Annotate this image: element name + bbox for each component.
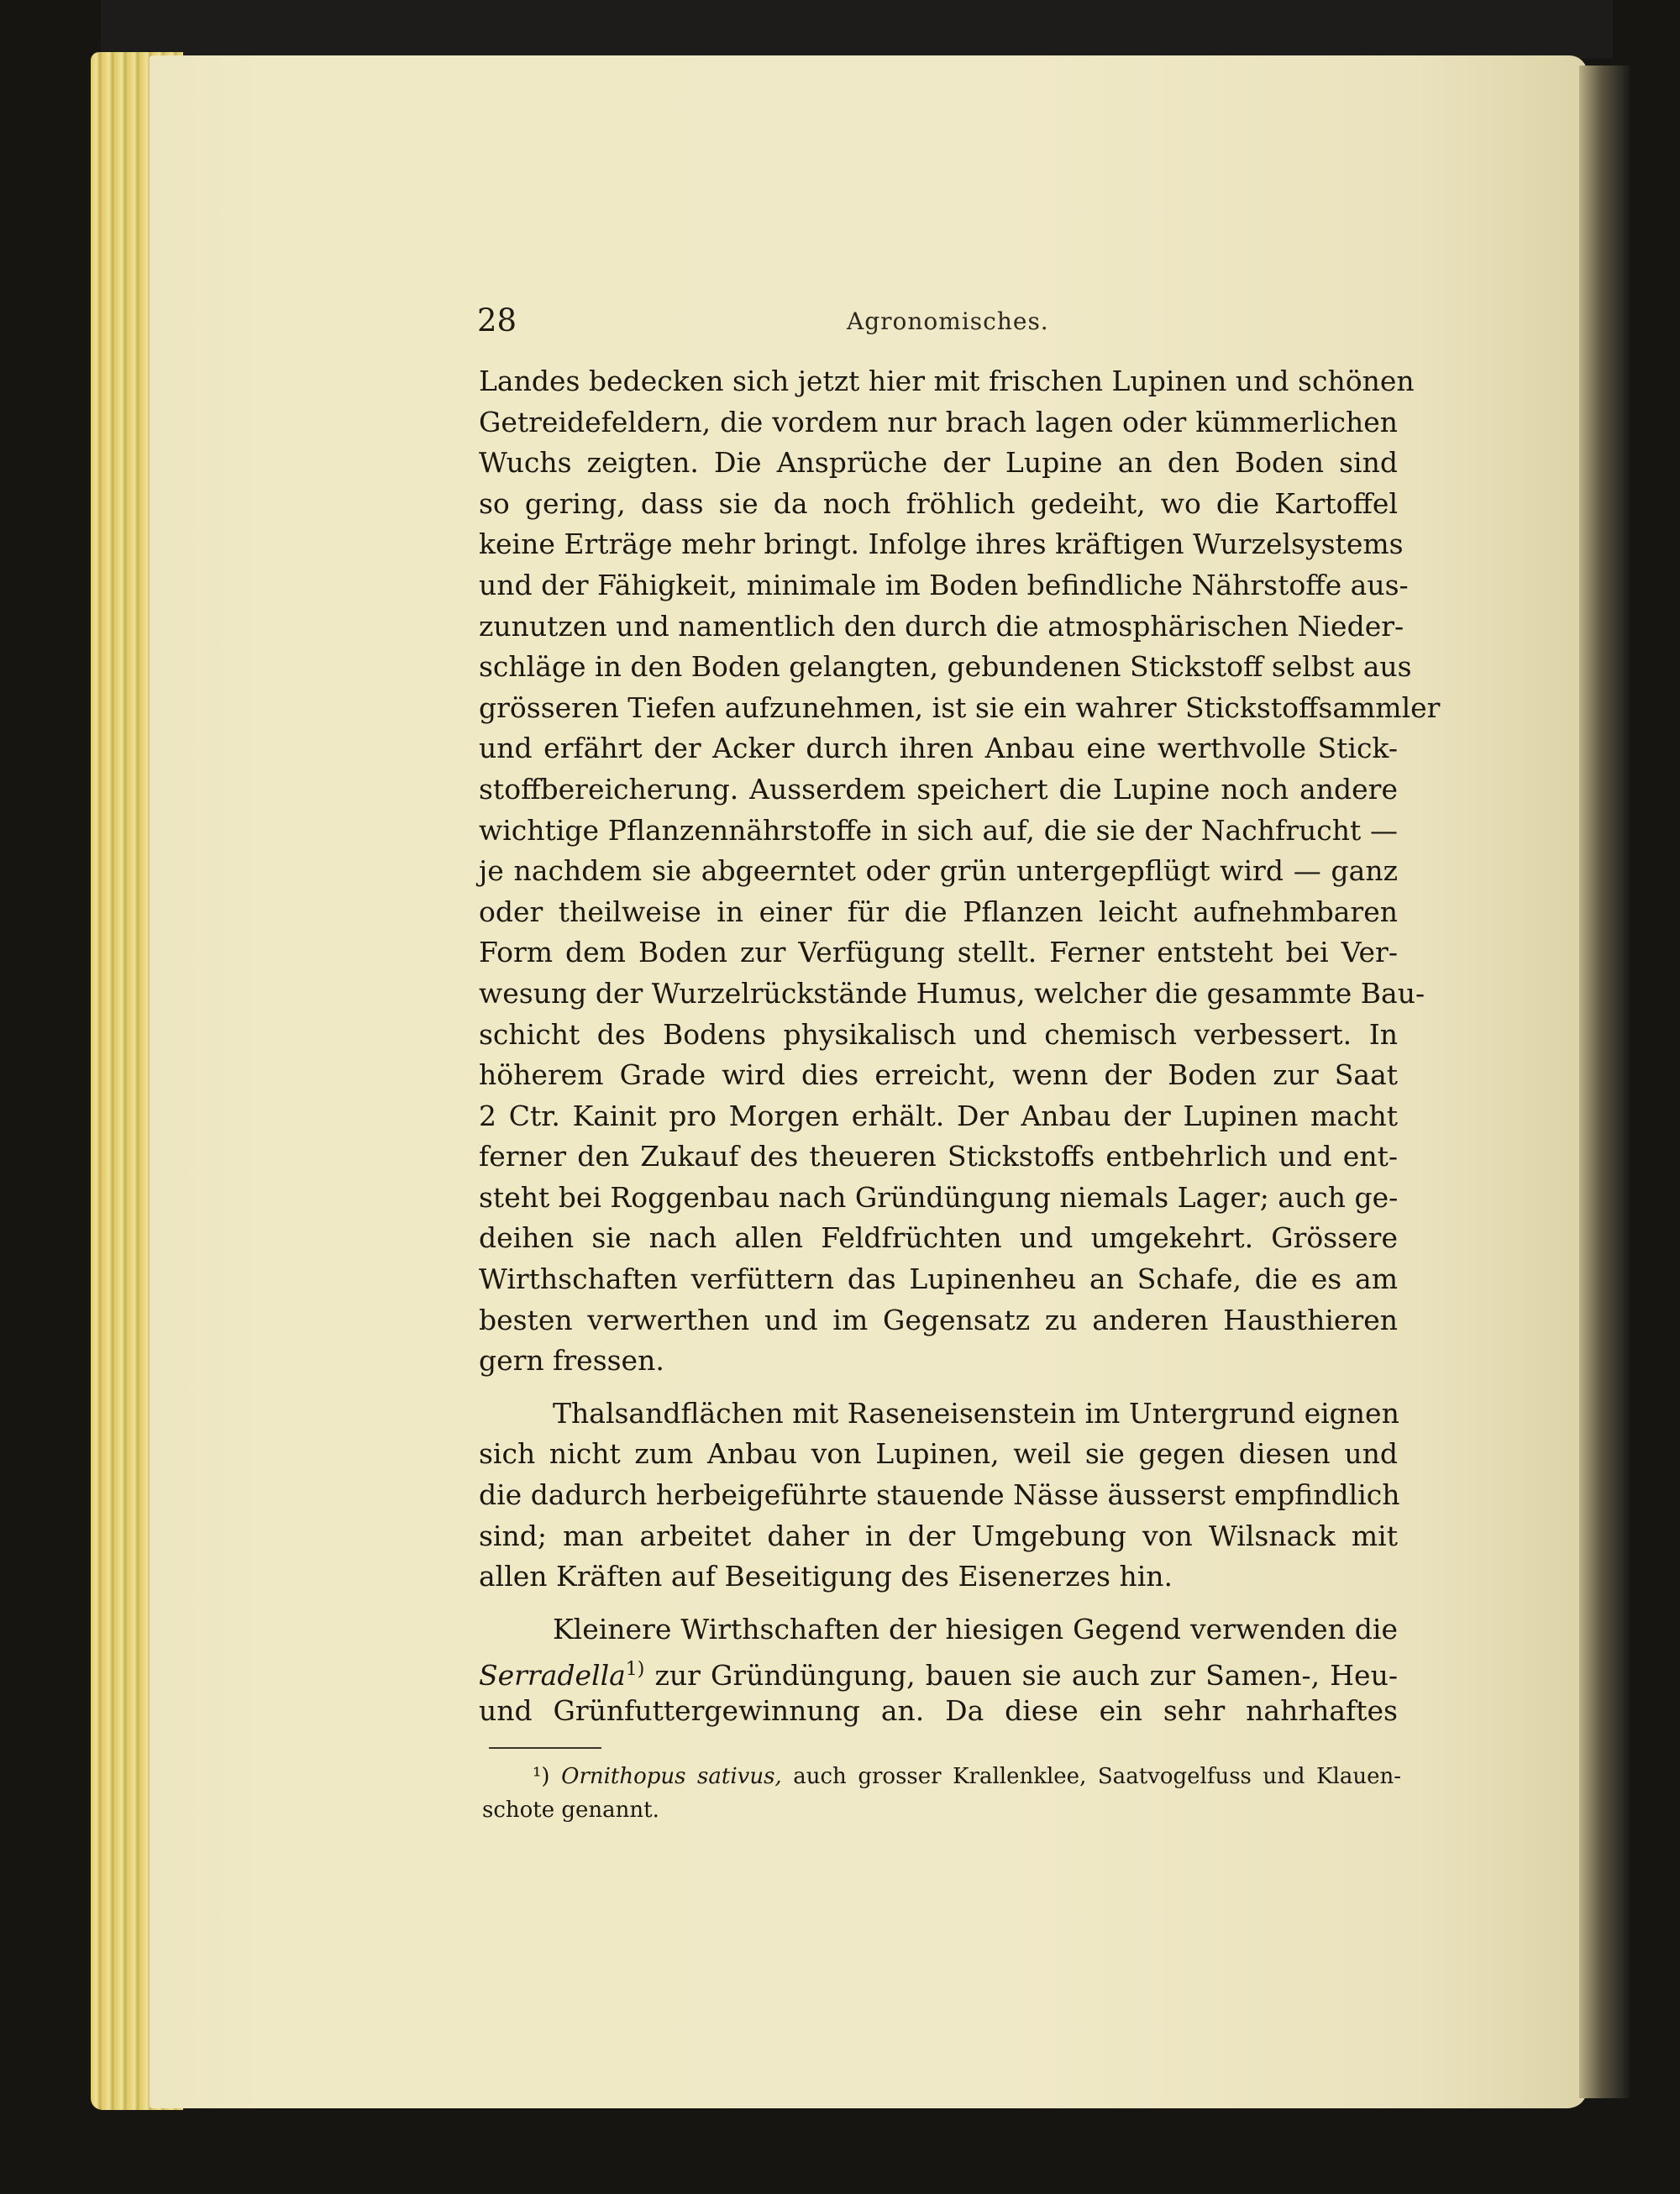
text-line: keine Erträge mehr bringt. Infolge ihres kräftigen Wurzelsystems [479,528,1404,561]
text-line: stoffbereicherung. Ausserdem speichert die Lupine noch andere [479,772,1398,806]
text-line: 2 Ctr. Kainit pro Morgen erhält. Der Anbau der Lupinen macht [479,1099,1398,1132]
text-line: besten verwerthen und im Gegensatz zu anderen Hausthieren [479,1303,1398,1336]
text-line: und Grünfuttergewinnung an. Da diese ein sehr nahrhaftes [479,1694,1398,1727]
text-line: oder theilweise in einer für die Pflanzen leicht aufnehmbaren [479,895,1398,928]
text-line: wesung der Wurzelrückstände Humus, welcher die gesammte Bau- [479,976,1425,1010]
text-line: zunutzen und namentlich den durch die atmosphärischen Nieder- [479,609,1404,643]
paragraph-1 [479,361,1441,1382]
footnote-mark: ¹) [533,1764,550,1789]
text-line: Form dem Boden zur Verfügung stellt. Ferner entsteht bei Ver- [479,936,1398,969]
text-line: Getreidefeldern, die vordem nur brach lagen oder kümmerlichen [479,405,1398,438]
paragraph-2 [479,1394,1398,1598]
page-gutter-shadow [1579,66,1630,2098]
book-cover-top [101,0,1613,59]
text-line: die dadurch herbeigeführte stauende Nässe äusserst empfindlich [479,1478,1400,1512]
text-line: sich nicht zum Anbau von Lupinen, weil sie gegen diesen und [479,1437,1398,1471]
text-line: wichtige Pflanzennährstoffe in sich auf, die sie der Nachfrucht — [479,813,1398,847]
text-line: schicht des Bodens physikalisch und chemisch verbessert. In [479,1017,1398,1051]
text-line: deihen sie nach allen Feldfrüchten und umgekehrt. Grössere [479,1221,1398,1255]
footnote-species: Ornithopus sativus, [561,1764,782,1789]
text-line: schläge in den Boden gelangten, gebundenen Stickstoff selbst aus [479,650,1412,684]
text-line: Serradella$^{1)}$ zur Gründüngung, bauen sie auch zur Samen-, Heu- [479,1659,1398,1693]
footnote-marker: 1) [625,1659,645,1681]
text-line: allen Kräften auf Beseitigung des Eisenerzes hin. [479,1560,1173,1593]
text-line: je nachdem sie abgeerntet oder grün untergepflügt wird — ganz [479,854,1398,888]
text-line: steht bei Roggenbau nach Gründüngung niemals Lager; auch ge- [479,1180,1399,1214]
body-text [479,361,1441,1732]
text-line: grösseren Tiefen aufzunehmen, ist sie ein wahrer Stickstoffsammler [479,690,1441,724]
footnote [482,1760,1401,1827]
text-line: ferner den Zukauf des theueren Stickstoffs entbehrlich und ent- [479,1140,1398,1173]
text-line: Kleinere Wirthschaften der hiesigen Gegend verwenden die [553,1612,1398,1646]
running-head [477,302,1401,344]
footnote-line: schote genannt. [482,1798,659,1823]
page-number: 28 [477,302,517,339]
text-line: gern fressen. [479,1344,664,1378]
text-line: sind; man arbeitet daher in der Umgebung von Wilsnack mit [479,1519,1398,1552]
text-line: Wirthschaften verfüttern das Lupinenheu an Schafe, die es am [479,1262,1398,1296]
text-line: Wuchs zeigten. Die Ansprüche der Lupine an den Boden sind [479,446,1398,480]
text-line: Thalsandflächen mit Raseneisenstein im Untergrund eignen [553,1396,1399,1430]
footnote-divider [489,1747,601,1749]
footnote-line: ¹) Ornithopus sativus, auch grosser Krallenklee, Saatvogelfuss und Klauen- [533,1764,1401,1789]
species-name: Serradella [479,1659,626,1693]
paragraph-3 [479,1609,1398,1732]
text-line: höherem Grade wird dies erreicht, wenn der Boden zur Saat [479,1058,1398,1092]
header-title: Agronomisches. [847,307,1049,335]
text-line: so gering, dass sie da noch fröhlich gedeiht, wo die Kartoffel [479,486,1398,520]
text-line: und erfährt der Acker durch ihren Anbau eine werthvolle Stick- [479,732,1398,765]
text-line: Landes bedecken sich jetzt hier mit frischen Lupinen und schönen [479,365,1415,397]
text-line: und der Fähigkeit, minimale im Boden befindliche Nährstoffe aus- [479,568,1409,601]
